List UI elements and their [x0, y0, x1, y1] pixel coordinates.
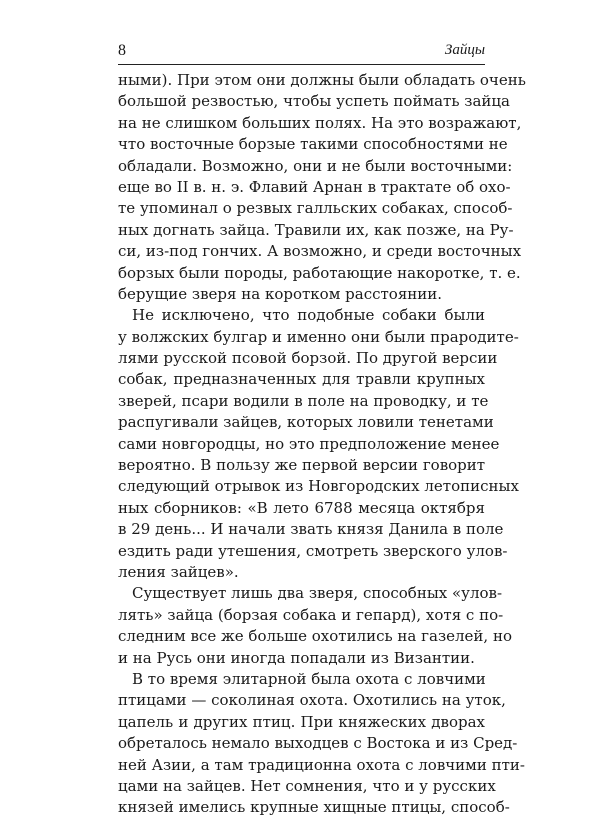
text-line: ездить ради утешения, смотреть зверского улов-: [118, 541, 508, 560]
text-line: цами на зайцев. Нет сомнения, что и у русских: [118, 776, 496, 795]
text-line: ными). При этом они должны были обладать очень: [118, 71, 526, 89]
text-line: обладали. Возможно, они и не были восточными:: [118, 156, 513, 175]
text-line: распугивали зайцев, которых ловили тенетами: [118, 413, 494, 432]
paragraph: [118, 669, 525, 819]
text-line: сами новгородцы, но это предположение менее: [118, 434, 500, 453]
text-line: князей имелись крупные хищные птицы, способ-: [118, 798, 510, 817]
text-line: ных догнать зайца. Травили их, как позже, на Ру-: [118, 220, 514, 239]
text-line: следним все же больше охотились на газелей, но: [118, 627, 512, 646]
text-line: лями русской псовой борзой. По другой версии: [118, 349, 498, 368]
paragraph: [118, 583, 512, 669]
running-title: Зайцы: [444, 42, 485, 58]
text-line: те упоминал о резвых галльских собаках, способ-: [118, 199, 513, 218]
text-line: что восточные борзые такими способностями не: [118, 135, 508, 154]
text-line: си, из-под гончих. А возможно, и среди восточных: [118, 242, 522, 261]
text-line: берущие зверя на коротком расстоянии.: [118, 284, 443, 303]
text-line: ных сборников: «В лето 6788 месяца октября: [118, 498, 485, 517]
text-line: следующий отрывок из Новгородских летописных: [118, 477, 519, 496]
header-rule: [118, 64, 485, 65]
text-line: и на Русь они иногда попадали из Византии.: [118, 648, 475, 667]
text-line: ления зайцев».: [118, 562, 239, 581]
text-line: птицами — соколиная охота. Охотились на уток,: [118, 691, 506, 710]
text-line: ней Азии, а там традиционна охота с ловчими пти-: [118, 755, 525, 774]
text-line: зверей, псари водили в поле на проводку, и те: [118, 391, 489, 410]
text-line: борзых были породы, работающие накоротке, т. е.: [118, 263, 521, 282]
text-line: вероятно. В пользу же первой версии говорит: [118, 456, 486, 475]
text-line: лять» зайца (борзая собака и гепард), хотя с по-: [118, 605, 504, 624]
text-line: обреталось немало выходцев с Востока и из Сред-: [118, 734, 518, 753]
body-text: [118, 70, 526, 819]
text-line: еще во II в. н. э. Флавий Арнан в трактате об охо-: [118, 177, 511, 196]
paragraph: [118, 305, 519, 583]
text-line: собак, предназначенных для травли крупных: [118, 370, 485, 389]
text-line: В то время элитарной была охота с ловчими: [132, 669, 486, 688]
page-number: 8: [118, 42, 126, 59]
text-line: на не слишком больших полях. На это возражают,: [118, 113, 522, 132]
text-line: большой резвостью, чтобы успеть поймать зайца: [118, 92, 510, 111]
running-header: [118, 42, 485, 66]
text-line: цапель и других птиц. При княжеских дворах: [118, 712, 485, 731]
text-line: у волжских булгар и именно они были прародите-: [118, 327, 519, 346]
paragraph: [118, 70, 526, 305]
text-line: Существует лишь два зверя, способных «улов-: [132, 584, 503, 603]
text-line: в 29 день... И начали звать князя Данила в поле: [118, 520, 504, 539]
text-line: Не исключено, что подобные собаки были: [132, 306, 485, 325]
